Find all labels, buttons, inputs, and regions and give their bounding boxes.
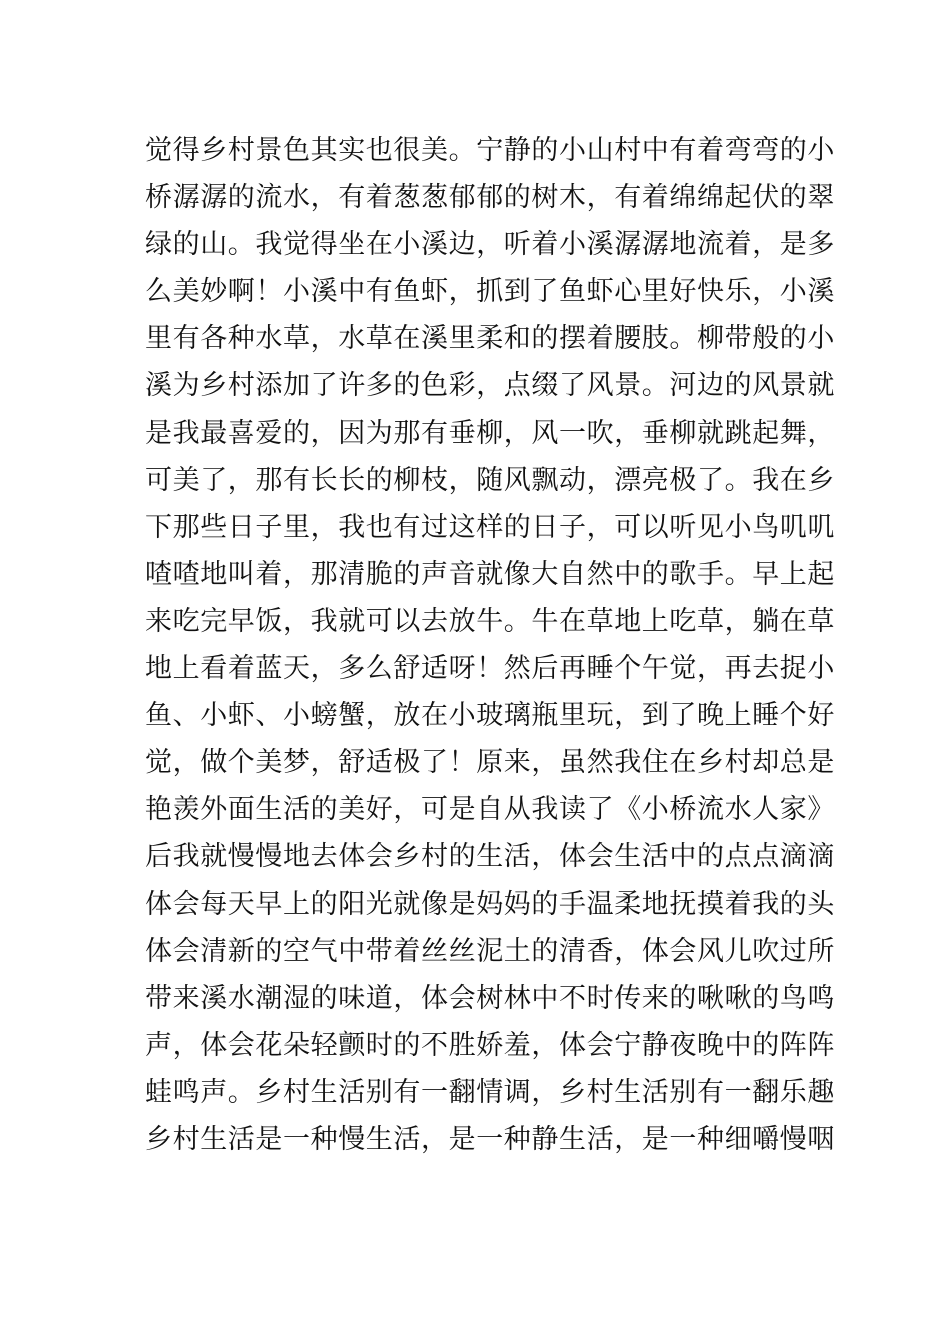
text-line-2: 桥潺潺的流水，有着葱葱郁郁的树木，有着绵绵起伏的翠: [145, 182, 835, 214]
text-line-22: 乡村生活是一种慢生活，是一种静生活，是一种细嚼慢咽: [145, 1123, 835, 1155]
text-line-16: 后我就慢慢地去体会乡村的生活，体会生活中的点点滴滴: [145, 841, 835, 873]
text-line-11: 来吃完早饭，我就可以去放牛。牛在草地上吃草，躺在草: [145, 605, 835, 637]
text-line-9: 下那些日子里，我也有过这样的日子，可以听见小鸟叽叽: [145, 511, 835, 543]
text-line-20: 声，体会花朵轻颤时的不胜娇羞，体会宁静夜晚中的阵阵: [145, 1029, 835, 1061]
text-line-4: 么美妙啊！小溪中有鱼虾，抓到了鱼虾心里好快乐，小溪: [145, 276, 835, 308]
text-line-21: 蛙鸣声。乡村生活别有一翻情调，乡村生活别有一翻乐趣: [145, 1076, 835, 1108]
text-line-12: 地上看着蓝天，多么舒适呀！然后再睡个午觉，再去捉小: [145, 653, 835, 685]
text-line-13: 鱼、小虾、小螃蟹，放在小玻璃瓶里玩，到了晚上睡个好: [145, 700, 835, 732]
text-line-6: 溪为乡村添加了许多的色彩，点缀了风景。河边的风景就: [145, 370, 835, 402]
text-line-18: 体会清新的空气中带着丝丝泥土的清香，体会风儿吹过所: [145, 935, 835, 967]
text-line-15: 艳羡外面生活的美好，可是自从我读了《小桥流水人家》: [145, 794, 835, 826]
text-line-19: 带来溪水潮湿的味道，体会树林中不时传来的啾啾的鸟鸣: [145, 982, 835, 1014]
text-line-10: 喳喳地叫着，那清脆的声音就像大自然中的歌手。早上起: [145, 558, 835, 590]
body-text: [145, 127, 835, 1163]
text-line-7: 是我最喜爱的，因为那有垂柳，风一吹，垂柳就跳起舞，: [145, 417, 835, 449]
text-line-1: 觉得乡村景色其实也很美。宁静的小山村中有着弯弯的小: [145, 135, 835, 166]
text-line-3: 绿的山。我觉得坐在小溪边，听着小溪潺潺地流着，是多: [145, 229, 835, 261]
text-line-14: 觉，做个美梦，舒适极了！原来，虽然我住在乡村却总是: [145, 747, 835, 779]
text-line-5: 里有各种水草，水草在溪里柔和的摆着腰肢。柳带般的小: [145, 323, 835, 355]
text-line-8: 可美了，那有长长的柳枝，随风飘动，漂亮极了。我在乡: [145, 464, 835, 496]
text-line-17: 体会每天早上的阳光就像是妈妈的手温柔地抚摸着我的头: [145, 888, 835, 920]
